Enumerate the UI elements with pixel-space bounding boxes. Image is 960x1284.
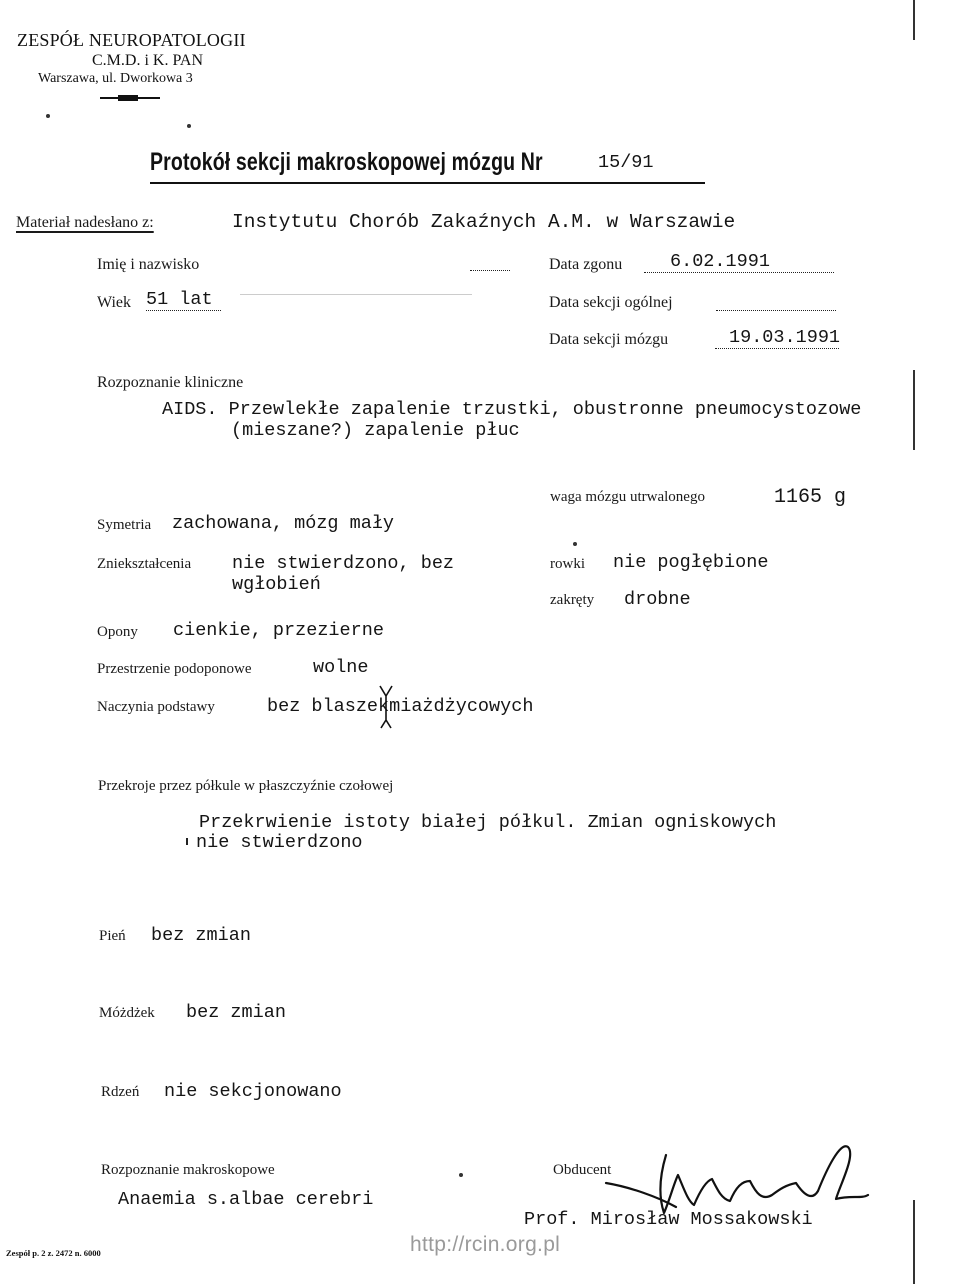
handwritten-signature [600,1135,880,1225]
name-line [470,270,510,271]
institution-subname: C.M.D. i K. PAN [92,52,203,69]
meninges-value: cienkie, przezierne [173,620,384,641]
scan-edge-bar [913,0,915,40]
watermark: http://rcin.org.pl [410,1233,561,1256]
scan-edge-bar [913,370,915,450]
weight-value: 1165 g [774,486,847,509]
vessels-value: bez blaszekmiażdżycowych [267,696,534,717]
material-value: Instytutu Chorób Zakaźnych A.M. w Warszawie [232,211,736,233]
sulci-value: nie pogłębione [613,552,769,573]
clinical-label: Rozpoznanie kliniczne [97,374,244,391]
apostrophe-mark [186,838,188,845]
subarachnoid-label: Przestrzenie podoponowe [97,661,252,677]
meninges-label: Opony [97,624,138,640]
death-date-value: 6.02.1991 [644,251,834,273]
general-autopsy-line [716,310,836,311]
sections-line-1: Przekrwienie istoty białej półkul. Zmian ogniskowych [199,812,777,833]
scan-edge-bar [913,1200,915,1284]
header-divider-mark [118,95,138,101]
title-underline [150,182,705,184]
form-footer-code: Zespół p. 2 z. 2472 n. 6000 [6,1248,101,1258]
speck-mark [459,1173,463,1177]
age-label: Wiek [97,294,132,311]
weight-label: waga mózgu utrwalonego [550,489,705,505]
protocol-title: Protokół sekcji makroskopowej mózgu Nr [150,148,543,176]
clinical-line-2: (mieszane?) zapalenie płuc [231,420,520,441]
name-label: Imię i nazwisko [97,256,200,273]
deformities-line-2: wgłobień [232,574,321,595]
general-autopsy-label: Data sekcji ogólnej [549,294,673,311]
institution-address: Warszawa, ul. Dworkowa 3 [38,71,193,86]
gyri-value: drobne [624,589,691,610]
sulci-label: rowki [550,556,585,572]
speck-mark [187,124,191,128]
spinal-cord-label: Rdzeń [101,1084,140,1100]
brainstem-label: Pień [99,928,126,944]
subarachnoid-value: wolne [313,657,369,678]
brain-autopsy-label: Data sekcji mózgu [549,331,669,348]
deformities-line-1: nie stwierdzono, bez [232,553,455,574]
protocol-number: 15/91 [598,152,654,173]
correction-mark [378,684,394,732]
material-label: Materiał nadesłano z: [16,214,154,231]
age-faint-line [240,294,472,295]
diagnosis-label: Rozpoznanie makroskopowe [101,1162,275,1178]
speck-mark [46,114,50,118]
cerebellum-value: bez zmian [186,1002,286,1023]
clinical-line-1: AIDS. Przewlekłe zapalenie trzustki, obustronne pneumocystozowe [162,399,862,420]
death-date-label: Data zgonu [549,256,623,273]
brain-autopsy-value: 19.03.1991 [715,327,839,349]
signature-name: Prof. Mirosław Mossakowski [524,1209,813,1230]
brainstem-value: bez zmian [151,925,251,946]
spinal-cord-value: nie sekcjonowano [164,1081,342,1102]
symmetry-value: zachowana, mózg mały [172,513,395,534]
cerebellum-label: Móżdżek [99,1005,155,1021]
speck-mark [573,542,577,546]
deformities-label: Zniekształcenia [97,556,192,572]
age-value: 51 lat [146,289,221,311]
gyri-label: zakręty [550,592,595,608]
institution-name: ZESPÓŁ NEUROPATOLOGII [17,30,246,50]
sections-label: Przekroje przez półkule w płaszczyźnie czołowej [98,778,394,794]
sections-line-2: nie stwierdzono [196,832,363,853]
symmetry-label: Symetria [97,517,152,533]
signature-label: Obducent [553,1162,612,1178]
diagnosis-value: Anaemia s.albae cerebri [118,1189,374,1210]
vessels-label: Naczynia podstawy [97,699,215,715]
